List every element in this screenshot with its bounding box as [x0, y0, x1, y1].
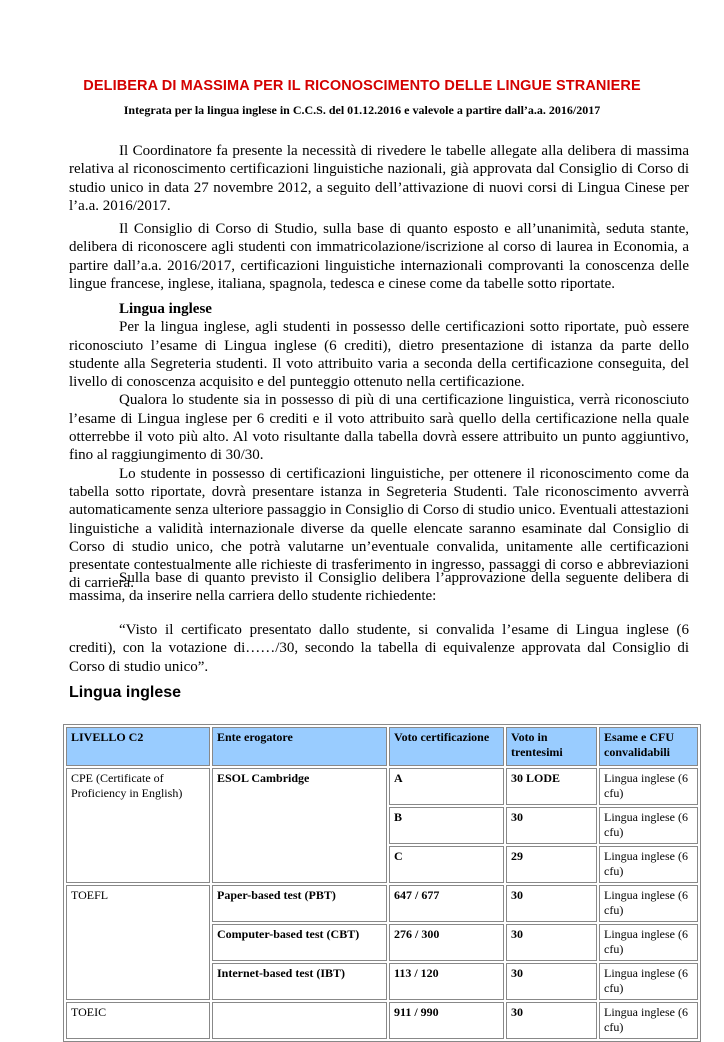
paragraph-3-text: Per la lingua inglese, agli studenti in possesso delle certificazioni sotto riportate, può essere riconosciuto l’esame di Lingua inglese (6 crediti), dietro presentazione di istanza da parte dello studente alla Segreteria studenti. Il voto attribuito varia a seconda della certificazione conseguita, del livello di conoscenza acquisito e del punteggio ottenuto nella certificazione. [69, 319, 689, 391]
paragraph-2-text: Il Consiglio di Corso di Studio, sulla base di quanto esposto e all’unanimità, seduta stante, delibera di riconoscere agli studenti con immatricolazione/iscrizione al corso di laurea in Economia, a partire dall’a.a. 2016/2017, certificazioni linguistiche internazionali comprovanti la conoscenza delle lingue francese, inglese, italiana, spagnola, tedesca e cinese come da tabelle sotto riportate. [69, 221, 689, 292]
col-header-trentesimi: Voto in trentesimi [506, 727, 597, 766]
esame-cell: Lingua inglese (6 cfu) [599, 846, 698, 883]
table-heading: Lingua inglese [69, 684, 182, 701]
voto-cell: C [389, 846, 504, 883]
cert-name-toefl: TOEFL [66, 885, 210, 1000]
ente-cpe: ESOL Cambridge [212, 768, 387, 883]
section-english [69, 300, 689, 593]
certification-table [63, 724, 701, 1042]
paragraph-7-text: “Visto il certificato presentato dallo studente, si convalida l’esame di Lingua inglese (6 crediti), con la votazione di……/30, secondo la tabella di equivalenze approvata dal Consiglio di Corso di studio unico”. [69, 622, 689, 675]
trentesimi-cell: 30 [506, 807, 597, 844]
col-header-livello: LIVELLO C2 [66, 727, 210, 766]
section-label: Lingua inglese [119, 301, 212, 317]
voto-cell: 647 / 677 [389, 885, 504, 922]
voto-cell: B [389, 807, 504, 844]
paragraph-7 [69, 621, 689, 676]
cert-name-cpe: CPE (Certificate of Proficiency in English) [66, 768, 210, 883]
table-header-row [66, 727, 698, 766]
voto-cell: 276 / 300 [389, 924, 504, 961]
paragraph-2 [69, 220, 689, 293]
table-row [66, 768, 698, 805]
esame-cell: Lingua inglese (6 cfu) [599, 768, 698, 805]
esame-cell: Lingua inglese (6 cfu) [599, 885, 698, 922]
trentesimi-cell: 30 [506, 963, 597, 1000]
cert-name-toeic: TOEIC [66, 1002, 210, 1039]
paragraph-6-text: Sulla base di quanto previsto il Consiglio delibera l’approvazione della seguente delibera di massima, da inserire nella carriera dello studente richiedente: [69, 570, 689, 605]
col-header-voto: Voto certificazione [389, 727, 504, 766]
paragraph-4-text: Qualora lo studente sia in possesso di più di una certificazione linguistica, verrà riconosciuto l’esame di Lingua inglese per 6 crediti e il voto attribuito sarà quello della certificazione nella quale otterrebbe il voto più alto. Al voto risultante dalla tabella dovrà essere attribuito un punto aggiuntivo, fino al raggiungimento di 30/30. [69, 392, 689, 464]
document-title: DELIBERA DI MASSIMA PER IL RICONOSCIMENTO DELLE LINGUE STRANIERE [83, 78, 641, 94]
trentesimi-cell: 29 [506, 846, 597, 883]
col-header-esame: Esame e CFU convalidabili [599, 727, 698, 766]
voto-cell: 911 / 990 [389, 1002, 504, 1039]
esame-cell: Lingua inglese (6 cfu) [599, 963, 698, 1000]
ente-cell: Computer-based test (CBT) [212, 924, 387, 961]
trentesimi-cell: 30 [506, 1002, 597, 1039]
paragraph-6 [69, 569, 689, 606]
esame-cell: Lingua inglese (6 cfu) [599, 1002, 698, 1039]
esame-cell: Lingua inglese (6 cfu) [599, 807, 698, 844]
document-subtitle: Integrata per la lingua inglese in C.C.S. del 01.12.2016 e valevole a partire dall’a.a. 2016/2017 [123, 103, 601, 117]
esame-cell: Lingua inglese (6 cfu) [599, 924, 698, 961]
paragraph-5-text: Lo studente in possesso di certificazioni linguistiche, per ottenere il riconoscimento come da tabella sotto riportate, dovrà presentare istanza in Segreteria Studenti. Tale riconoscimento avverrà automaticamente senza ulteriore passaggio in Consiglio di Corso di studio unico. Eventuali attestazioni linguistiche a validità internazionale diverse da quelle elencate saranno esaminate dal Consiglio di Corso di studio unico, che potrà valutarne un’eventuale convalida, unitamente alle certificazioni presentate contestualmente alle richieste di trasferimento in ingresso, passaggi di corso e abbreviazioni di carriera. [69, 465, 689, 592]
ente-cell [212, 1002, 387, 1039]
ente-cell: Paper-based test (PBT) [212, 885, 387, 922]
table-row [66, 1002, 698, 1039]
voto-cell: 113 / 120 [389, 963, 504, 1000]
table-row [66, 885, 698, 922]
paragraph-1-text: Il Coordinatore fa presente la necessità di rivedere le tabelle allegate alla delibera di massima relativa al riconoscimento certificazioni linguistiche nazionali, già approvata dal Consiglio di Corso di studio unico in data 27 novembre 2012, a seguito dell’attivazione di nuovi corsi di Lingua Cinese per l’a.a. 2016/2017. [69, 143, 689, 214]
col-header-ente: Ente erogatore [212, 727, 387, 766]
voto-cell: A [389, 768, 504, 805]
ente-cell: Internet-based test (IBT) [212, 963, 387, 1000]
trentesimi-cell: 30 [506, 885, 597, 922]
paragraph-1 [69, 142, 689, 215]
trentesimi-cell: 30 LODE [506, 768, 597, 805]
trentesimi-cell: 30 [506, 924, 597, 961]
